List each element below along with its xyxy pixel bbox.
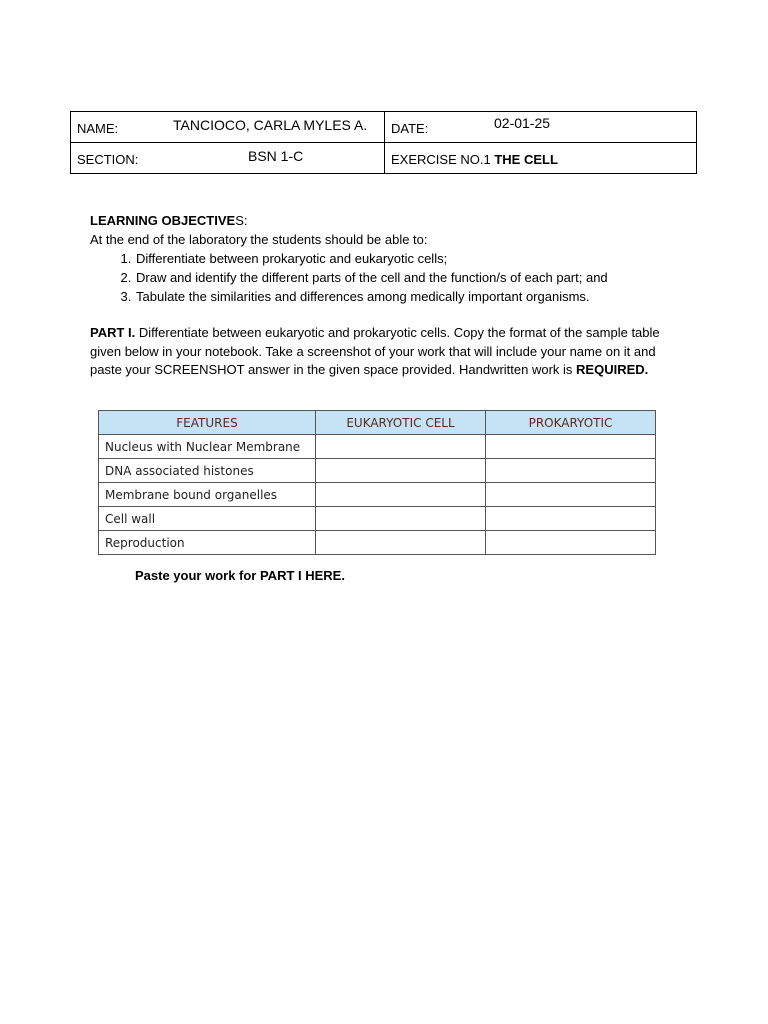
objectives-heading-bold: LEARNING OBJECTIVE (90, 213, 236, 228)
objectives-intro: At the end of the laboratory the students should be able to: (90, 232, 428, 247)
prokaryotic-cell (486, 507, 656, 531)
eukaryotic-cell (316, 435, 486, 459)
objectives-heading (90, 211, 710, 230)
prokaryotic-cell (486, 531, 656, 555)
date-label: DATE: (391, 121, 429, 136)
table-row (99, 507, 656, 531)
section-cell (71, 143, 385, 174)
eukaryotic-cell (316, 459, 486, 483)
eukaryotic-cell (316, 507, 486, 531)
student-info-table (70, 111, 697, 174)
section-value: BSN 1-C (248, 148, 304, 164)
header-features: FEATURES (99, 411, 316, 435)
section-label: SECTION: (77, 152, 139, 167)
part1-label: PART I. (90, 325, 136, 340)
part1-required: REQUIRED. (576, 362, 649, 378)
feature-cell: Membrane bound organelles (99, 483, 316, 507)
name-cell (71, 112, 385, 143)
name-label: NAME: (77, 121, 119, 136)
name-value: TANCIOCO, CARLA MYLES A. (173, 117, 368, 133)
feature-cell: Reproduction (99, 531, 316, 555)
table-header-row (99, 411, 656, 435)
part1-text: Differentiate between eukaryotic and prokaryotic cells. Copy the format of the sample table given below in your notebook. Take a screenshot of your work that will include your name on it and paste your SCREENSHOT answer in the given space provided. Handwritten work is (90, 325, 660, 378)
paste-instruction: Paste your work for PART I HERE. (135, 568, 345, 583)
header-eukaryotic: EUKARYOTIC CELL (316, 411, 486, 435)
exercise-cell (385, 143, 697, 174)
table-row (99, 483, 656, 507)
exercise-title: THE CELL (494, 152, 558, 167)
table-row (99, 531, 656, 555)
feature-cell: Nucleus with Nuclear Membrane (99, 435, 316, 459)
table-row (99, 459, 656, 483)
exercise-label: EXERCISE NO.1 (391, 152, 491, 167)
prokaryotic-cell (486, 483, 656, 507)
table-row (99, 435, 656, 459)
eukaryotic-cell (316, 483, 486, 507)
part1-instructions (90, 324, 680, 380)
objective-item: 3. Tabulate the similarities and differences among medically important organisms. (135, 287, 710, 306)
header-prokaryotic: PROKARYOTIC (486, 411, 656, 435)
objectives-list (90, 249, 710, 306)
date-value: 02-01-25 (494, 115, 551, 131)
date-cell (385, 112, 697, 143)
objective-item: 2. Draw and identify the different parts of the cell and the function/s of each part; and (135, 268, 710, 287)
comparison-table (98, 410, 656, 555)
objective-item: 1. Differentiate between prokaryotic and eukaryotic cells; (135, 249, 710, 268)
prokaryotic-cell (486, 459, 656, 483)
objectives-heading-rest: S: (235, 213, 248, 228)
exercise-heading (391, 152, 558, 167)
eukaryotic-cell (316, 531, 486, 555)
feature-cell: DNA associated histones (99, 459, 316, 483)
learning-objectives (90, 211, 710, 306)
prokaryotic-cell (486, 435, 656, 459)
feature-cell: Cell wall (99, 507, 316, 531)
